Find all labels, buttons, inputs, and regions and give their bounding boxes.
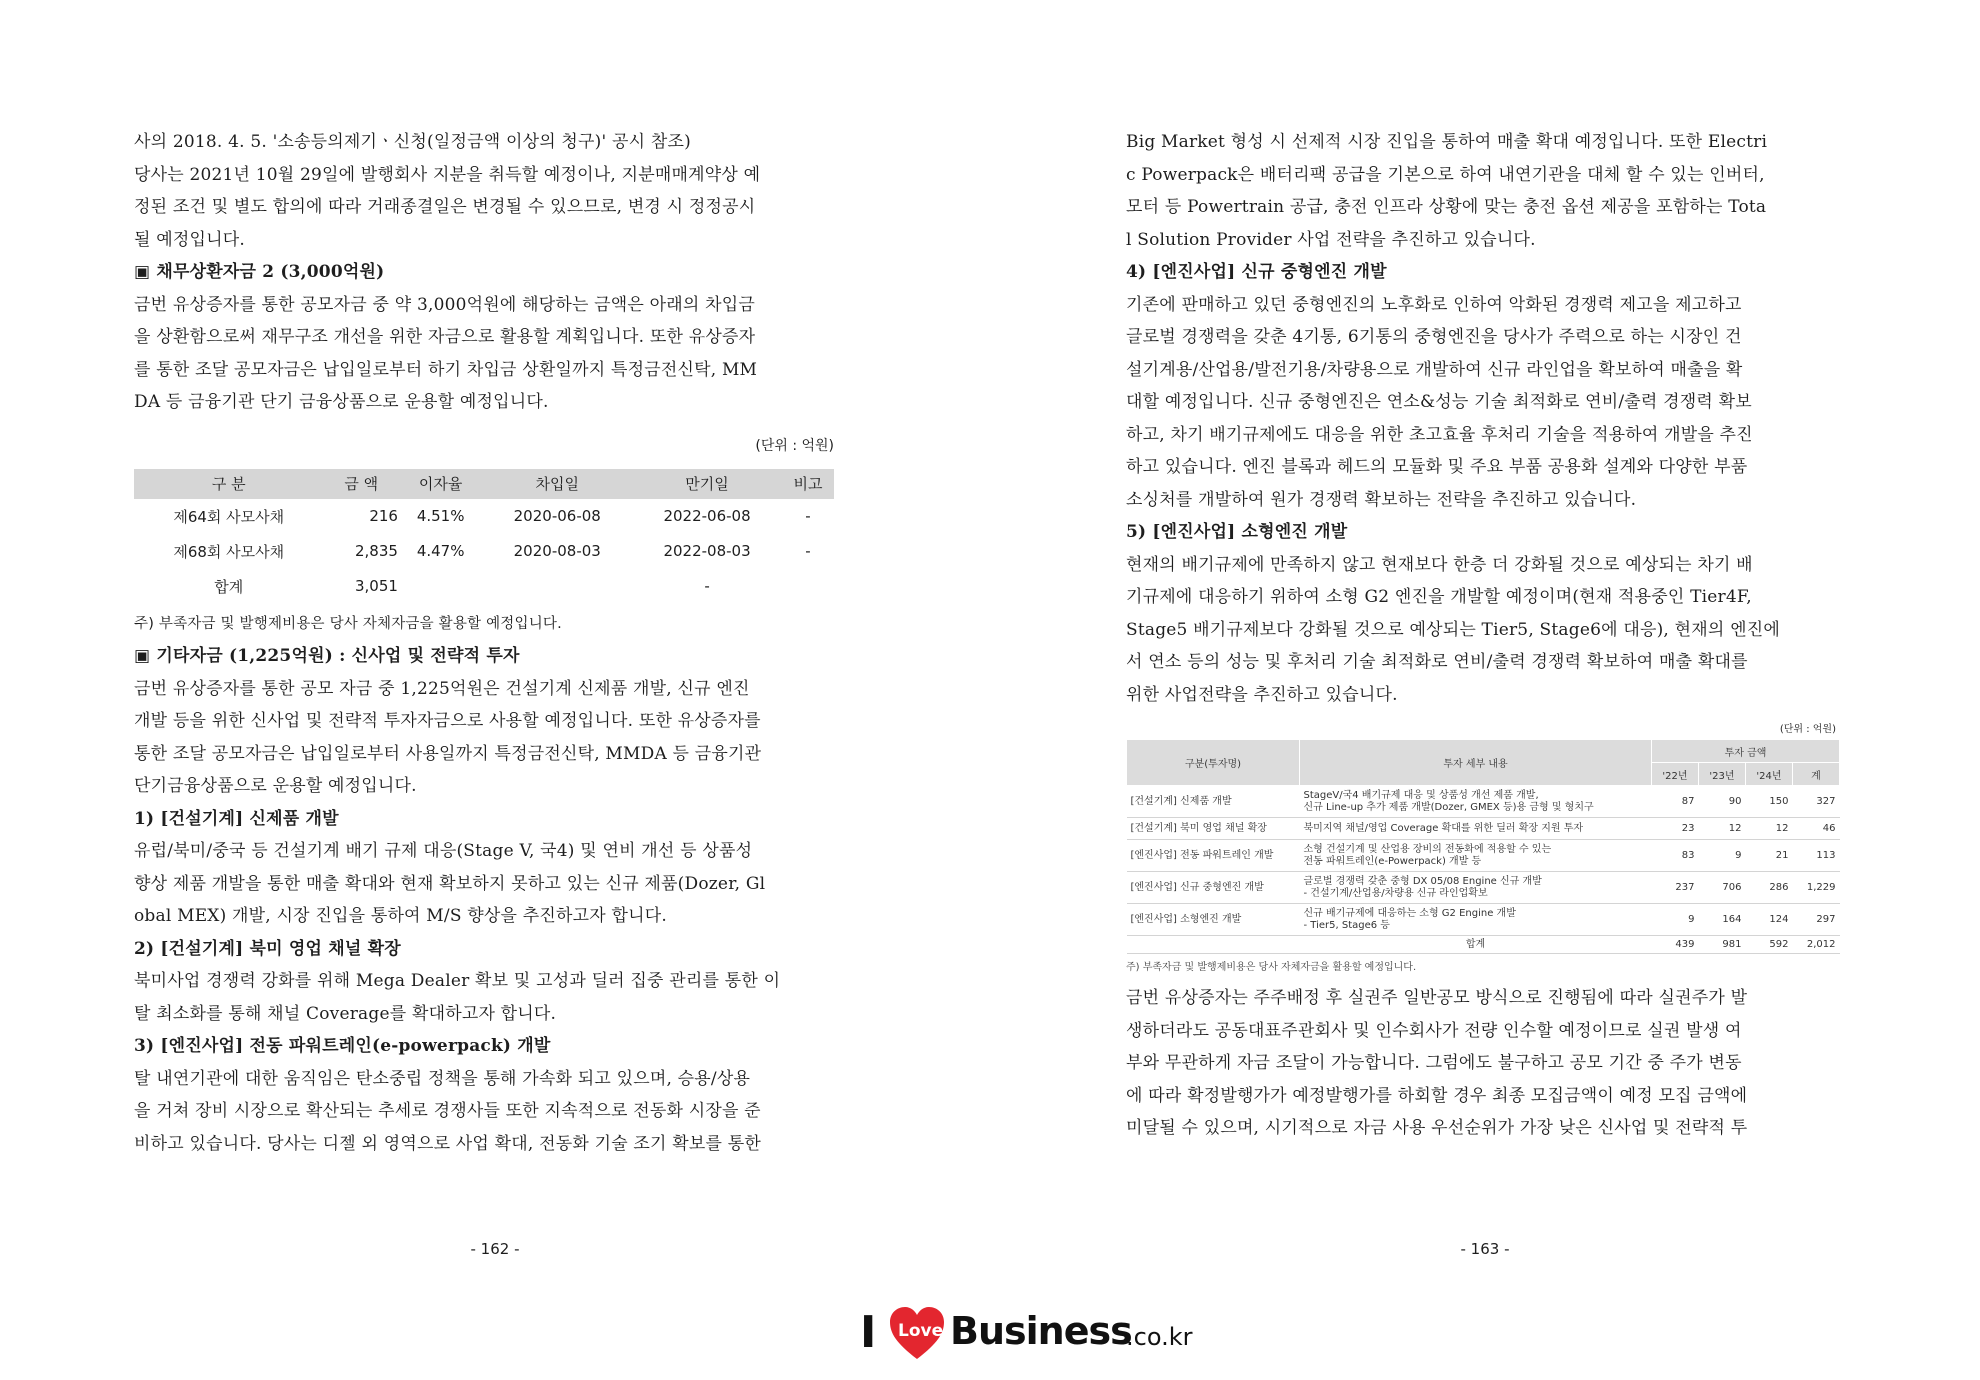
table-cell: 9 — [1652, 904, 1699, 936]
body-line: 를 통한 조달 공모자금은 납입일로부터 하기 차입금 상환일까지 특정금전신탁, MM — [134, 359, 758, 380]
table-cell: 12 — [1699, 818, 1746, 840]
subheading: 1) [건설기계] 신제품 개발 — [134, 808, 339, 829]
table-header: 구분(투자명) — [1127, 740, 1300, 786]
table-row — [1127, 840, 1840, 872]
table-cell: 1,229 — [1793, 872, 1840, 904]
table-cell: 2020-06-08 — [513, 507, 601, 525]
table-cell: 237 — [1652, 872, 1699, 904]
body-line: 기존에 판매하고 있던 중형엔진의 노후화로 인하여 악화된 경쟁력 제고을 제고하고 — [1126, 294, 1742, 315]
table-cell: [엔진사업] 신규 중형엔진 개발 — [1127, 872, 1300, 904]
table-header: '23년 — [1699, 763, 1746, 786]
table-cell — [1127, 936, 1300, 954]
table-header: 투자 금액 — [1652, 740, 1840, 763]
body-line: 비하고 있습니다. 당사는 디젤 외 영역으로 사업 확대, 전동화 기술 조기 확보를 통한 — [134, 1133, 761, 1154]
table-cell — [1300, 872, 1652, 904]
table-cell — [1300, 786, 1652, 818]
table-row — [1127, 786, 1840, 818]
body-line: 을 거쳐 장비 시장으로 확산되는 추세로 경쟁사들 또한 지속적으로 전동화 시장을 준 — [134, 1101, 761, 1121]
table-cell: [건설기계] 북미 영업 채널 확장 — [1127, 818, 1300, 840]
detail-line: 신규 배기규제에 대응하는 소형 G2 Engine 개발 — [1303, 907, 1516, 919]
logo-love: Love — [898, 1321, 944, 1341]
body-line: 미달될 수 있으며, 시기적으로 자금 사용 우선순위가 가장 낮은 신사업 및 전략적 투 — [1126, 1118, 1748, 1138]
right-page-body — [1126, 126, 1836, 1145]
body-line: obal MEX) 개발, 시장 진입을 통하여 M/S 향상을 추진하고자 합니다. — [134, 906, 667, 926]
table-row — [1127, 872, 1840, 904]
body-line: 글로벌 경쟁력을 갖춘 4기통, 6기통의 중형엔진을 당사가 주력으로 하는 시장인 건 — [1126, 327, 1742, 347]
table-cell: [엔진사업] 소형엔진 개발 — [1127, 904, 1300, 936]
detail-line: - Tier5, Stage6 등 — [1303, 919, 1390, 931]
body-line: 북미사업 경쟁력 강화를 위해 Mega Dealer 확보 및 고성과 딜러 집중 관리를 통한 이 — [134, 971, 781, 991]
table-cell — [482, 569, 632, 604]
subheading: 5) [엔진사업] 소형엔진 개발 — [1126, 522, 1348, 542]
table-header: 이자율 — [399, 469, 482, 499]
body-line: 소싱처를 개발하여 원가 경쟁력 확보하는 전략을 추진하고 있습니다. — [1126, 489, 1637, 510]
section-heading-debt: ▣ 채무상환자금 2 (3,000억원) — [134, 262, 385, 282]
table-header-row — [1127, 740, 1840, 763]
table-footnote: 주) 부족자금 및 발행제비용은 당사 자체자금을 활용할 예정입니다. — [134, 615, 562, 632]
table-cell: 9 — [1699, 840, 1746, 872]
table-cell: 23 — [1652, 818, 1699, 840]
table-header: 계 — [1793, 763, 1840, 786]
unit-label: (단위 : 억원) — [755, 437, 834, 454]
table-cell: 150 — [1746, 786, 1793, 818]
body-line: 에 따라 확정발행가가 예정발행가를 하회할 경우 최종 모집금액이 예정 모집 금액에 — [1126, 1085, 1748, 1106]
table-header: 비고 — [782, 469, 834, 499]
body-line: 당사는 2021년 10월 29일에 발행회사 지분을 취득할 예정이나, 지분매매계약상 예 — [134, 164, 761, 185]
body-line: 탈 내연기관에 대한 움직임은 탄소중립 정책을 통해 가속화 되고 있으며, 승용/상용 — [134, 1068, 751, 1089]
investment-table — [1126, 739, 1840, 954]
body-line: 될 예정입니다. — [134, 229, 245, 250]
table-header: 차입일 — [482, 469, 632, 499]
table-cell: 286 — [1746, 872, 1793, 904]
table-cell: [건설기계] 신제품 개발 — [1127, 786, 1300, 818]
body-line: 대할 예정입니다. 신규 중형엔진은 연소&성능 기술 최적화로 연비/출력 경쟁력 확보 — [1126, 392, 1752, 412]
body-line: c Powerpack은 배터리팩 공급을 기본으로 하여 내연기관을 대체 할 수 있는 인버터, — [1126, 164, 1765, 185]
body-line: 개발 등을 위한 신사업 및 전략적 투자자금으로 사용할 예정입니다. 또한 유상증자를 — [134, 711, 761, 731]
table-cell: 706 — [1699, 872, 1746, 904]
table-row — [134, 534, 834, 569]
section-heading-other: ▣ 기타자금 (1,225억원) : 신사업 및 전략적 투자 — [134, 646, 520, 666]
table-header: '22년 — [1652, 763, 1699, 786]
table-cell: 2020-08-03 — [513, 542, 601, 560]
table-cell: 12 — [1746, 818, 1793, 840]
table-cell — [1300, 904, 1652, 936]
body-line: 위한 사업전략을 추진하고 있습니다. — [1126, 684, 1398, 705]
table-cell: 216 — [369, 507, 398, 525]
debt-table — [134, 469, 834, 604]
table-cell: 592 — [1746, 936, 1793, 954]
table-row — [134, 499, 834, 534]
body-line: 현재의 배기규제에 만족하지 않고 현재보다 한층 더 강화될 것으로 예상되는 차기 배 — [1126, 554, 1753, 575]
subheading: 3) [엔진사업] 전동 파워트레인(e-powerpack) 개발 — [134, 1036, 551, 1056]
body-line: 금번 유상증자는 주주배정 후 실권주 일반공모 방식으로 진행됨에 따라 실권주가 발 — [1126, 988, 1748, 1008]
unit-label: (단위 : 억원) — [1779, 724, 1836, 735]
table-row — [1127, 904, 1840, 936]
body-line: l Solution Provider 사업 전략을 추진하고 있습니다. — [1126, 229, 1536, 250]
table-cell: 4.47% — [416, 542, 465, 560]
body-line: 사의 2018. 4. 5. '소송등의제기ㆍ신청(일정금액 이상의 청구)' 공시 참조) — [134, 132, 691, 152]
table-cell: 164 — [1699, 904, 1746, 936]
subheading: 2) [건설기계] 북미 영업 채널 확장 — [134, 938, 401, 959]
table-header: 구 분 — [134, 469, 323, 499]
table-cell — [782, 569, 834, 604]
table-cell: 2022-08-03 — [663, 542, 751, 560]
table-cell: 46 — [1793, 818, 1840, 840]
table-header-row — [134, 469, 834, 499]
table-header: '24년 — [1746, 763, 1793, 786]
body-line: 유럽/북미/중국 등 건설기계 배기 규제 대응(Stage V, 국4) 및 연비 개선 등 상품성 — [134, 841, 753, 861]
body-line: 통한 조달 공모자금은 납입일로부터 사용일까지 특정금전신탁, MMDA 등 금융기관 — [134, 743, 762, 764]
table-cell: 113 — [1793, 840, 1840, 872]
table-row — [1127, 818, 1840, 840]
body-line: 하고, 차기 배기규제에도 대응을 위한 초고효율 후처리 기술을 적용하여 개발을 추진 — [1126, 424, 1753, 445]
table-cell: 2,012 — [1793, 936, 1840, 954]
detail-line: 소형 건설기계 및 산업용 장비의 전동화에 적용할 수 있는 — [1303, 843, 1552, 855]
table-cell: 2,835 — [355, 542, 398, 560]
right-page — [990, 0, 1980, 1380]
table-header: 만기일 — [632, 469, 782, 499]
logo-i: I — [860, 1307, 877, 1358]
detail-line: - 건설기계/산업용/차량용 신규 라인업확보 — [1303, 887, 1488, 899]
table-cell — [1300, 840, 1652, 872]
body-line: 정된 조건 및 별도 합의에 따라 거래종결일은 변경될 수 있으므로, 변경 시 정정공시 — [134, 197, 756, 217]
table-cell: - — [805, 507, 811, 525]
body-line: 기규제에 대응하기 위하여 소형 G2 엔진을 개발할 예정이며(현재 적용중인 Tier4F, — [1126, 587, 1752, 607]
subheading: 4) [엔진사업] 신규 중형엔진 개발 — [1126, 262, 1387, 282]
table-cell: - — [805, 542, 811, 560]
detail-line: 신규 Line-up 추가 제품 개발(Dozer, GMEX 등)용 금형 및 형치구 — [1303, 801, 1594, 813]
body-line: 탈 최소화를 통해 채널 Coverage를 확대하고자 합니다. — [134, 1003, 557, 1024]
detail-line: 북미지역 채널/영업 Coverage 확대를 위한 딜러 확장 지원 투자 — [1303, 822, 1584, 834]
table-header: 투자 세부 내용 — [1300, 740, 1652, 786]
table-cell: 4.51% — [416, 507, 465, 525]
body-line: 부와 무관하게 자금 조달이 가능합니다. 그럼에도 불구하고 공모 기간 중 주가 변동 — [1126, 1053, 1742, 1073]
table-total-row — [1127, 936, 1840, 954]
table-cell: 2022-06-08 — [663, 507, 751, 525]
table-cell: 21 — [1746, 840, 1793, 872]
body-line: Big Market 형성 시 선제적 시장 진입을 통하여 매출 확대 예정입니다. 또한 Electri — [1126, 132, 1768, 152]
body-line: 하고 있습니다. 엔진 블록과 헤드의 모듈화 및 주요 부품 공용화 설계와 다양한 부품 — [1126, 457, 1748, 477]
logo-domain: .co.kr — [1126, 1323, 1193, 1351]
table-cell — [1300, 818, 1652, 840]
body-line: 금번 유상증자를 통한 공모 자금 중 1,225억원은 건설기계 신제품 개발, 신규 엔진 — [134, 678, 750, 699]
table-cell: 83 — [1652, 840, 1699, 872]
table-cell: 981 — [1699, 936, 1746, 954]
table-cell: 124 — [1746, 904, 1793, 936]
page-number: - 163 - — [1460, 1240, 1510, 1258]
table-cell: 3,051 — [355, 577, 398, 595]
body-line: 설기계용/산업용/발전기용/차량용으로 개발하여 신규 라인업을 확보하여 매출을 확 — [1126, 359, 1743, 380]
table-cell: 439 — [1652, 936, 1699, 954]
table-cell: - — [704, 577, 710, 595]
body-line: 생하더라도 공동대표주관회사 및 인수회사가 전량 인수할 예정이므로 실권 발생 여 — [1126, 1020, 1742, 1041]
table-cell: 합계 — [214, 577, 244, 596]
body-line: 모터 등 Powertrain 공급, 충전 인프라 상황에 맞는 충전 옵션 제공을 포함하는 Tota — [1126, 197, 1767, 217]
table-total-row — [134, 569, 834, 604]
table-cell: 합계 — [1300, 936, 1652, 954]
body-line: 을 상환함으로써 재무구조 개선을 위한 자금으로 활용할 계획입니다. 또한 유상증자 — [134, 327, 756, 347]
left-page-body — [134, 126, 834, 1160]
table-cell: 제68회 사모사채 — [173, 542, 285, 561]
body-line: 단기금융상품으로 운용할 예정입니다. — [134, 776, 417, 796]
table-cell — [399, 569, 482, 604]
ilovebusiness-logo — [860, 1303, 1193, 1363]
body-line: Stage5 배기규제보다 강화될 것으로 예상되는 Tier5, Stage6에 대응), 현재의 엔진에 — [1126, 619, 1780, 640]
body-line: 향상 제품 개발을 통한 매출 확대와 현재 확보하지 못하고 있는 신규 제품(Dozer, Gl — [134, 873, 766, 894]
body-line: 서 연소 등의 성능 및 후처리 기술 최적화로 연비/출력 경쟁력 확보하여 매출 확대를 — [1126, 652, 1748, 672]
logo-business: Business — [950, 1309, 1132, 1353]
table-cell: 제64회 사모사채 — [173, 507, 285, 526]
detail-line: 글로벌 경쟁력 갖춘 중형 DX 05/08 Engine 신규 개발 — [1303, 875, 1542, 887]
page-number: - 162 - — [470, 1240, 520, 1258]
table-cell: 327 — [1793, 786, 1840, 818]
body-line: 금번 유상증자를 통한 공모자금 중 약 3,000억원에 해당하는 금액은 아래의 차입금 — [134, 294, 755, 315]
table-cell: 297 — [1793, 904, 1840, 936]
detail-line: 전동 파워트레인(e-Powerpack) 개발 등 — [1303, 855, 1482, 867]
table-cell: 90 — [1699, 786, 1746, 818]
table-cell: 87 — [1652, 786, 1699, 818]
detail-line: StageV/국4 배기규제 대응 및 상품성 개선 제품 개발, — [1303, 789, 1539, 801]
table-footnote: 주) 부족자금 및 발행제비용은 당사 자체자금을 활용할 예정입니다. — [1126, 962, 1417, 973]
table-header: 금 액 — [323, 469, 399, 499]
body-line: DA 등 금융기관 단기 금융상품으로 운용할 예정입니다. — [134, 392, 549, 412]
table-cell: [엔진사업] 전동 파워트레인 개발 — [1127, 840, 1300, 872]
